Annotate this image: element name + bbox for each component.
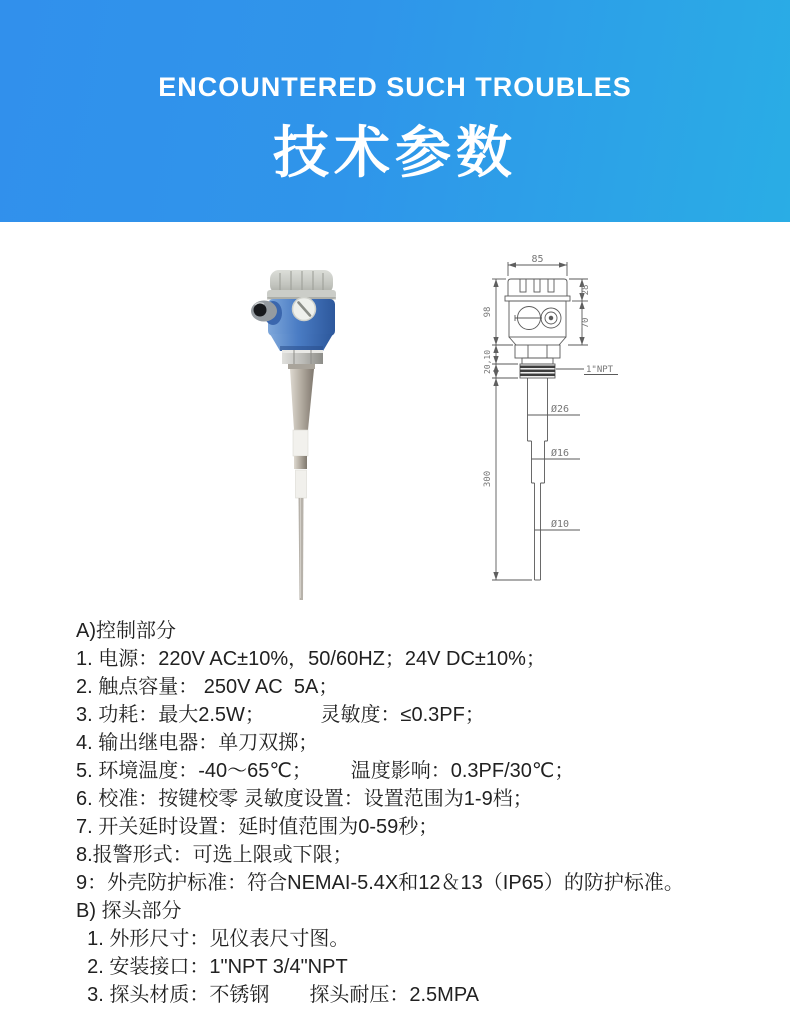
hero-banner [0, 0, 790, 222]
product-photo [243, 258, 363, 603]
spec-line: 6. 校准：按键校零 灵敏度设置：设置范围为1-9档； [76, 788, 533, 810]
spec-line: 2. 触点容量： 250V AC 5A； [76, 676, 339, 698]
dim-body-right: 70 [581, 317, 591, 329]
spec-line: 7. 开关延时设置：延时值范围为0-59秒； [76, 816, 439, 838]
thread-label: 1"NPT [586, 365, 614, 375]
spec-line: 1. 外形尺寸：见仪表尺寸图。 [76, 928, 350, 950]
housing-cap [267, 270, 336, 300]
dia-26-label: Ø26 [551, 404, 570, 415]
spec-line: 2. 安装接口：1"NPT 3/4"NPT [76, 956, 348, 978]
hex-nut [282, 350, 323, 369]
spec-line: 9：外壳防护标准：符合NEMAI-5.4X和12＆13（IP65）的防护标准。 [76, 872, 684, 894]
spec-line: 5. 环境温度：-40～65℃； 温度影响：0.3PF/30℃； [76, 760, 575, 782]
spec-line: A)控制部分 [76, 620, 176, 642]
dim-width-top: 85 [531, 254, 544, 265]
dim-probe-length: 300 [483, 470, 493, 488]
spec-line: 3. 探头材质：不锈钢 探头耐压：2.5MPA [76, 984, 480, 1006]
spec-line: 8.报警形式：可选上限或下限； [76, 844, 353, 866]
spec-line: 4. 输出继电器：单刀双掷； [76, 732, 319, 754]
spec-line: B) 探头部分 [76, 900, 182, 922]
spec-line: 3. 功耗：最大2.5W； 灵敏度：≤0.3PF； [76, 704, 485, 726]
hero-subtitle: ENCOUNTERED SUCH TROUBLES [158, 72, 632, 102]
cable-port [251, 301, 282, 326]
probe [290, 369, 314, 600]
dia-10-label: Ø10 [551, 519, 570, 530]
spec-line: 1. 电源：220V AC±10%，50/60HZ；24V DC±10%； [76, 648, 546, 670]
page-title: 技术参数 [273, 121, 517, 184]
dimension-drawing [480, 252, 680, 612]
adjustment-dial [293, 298, 316, 321]
dia-16-label: Ø16 [551, 448, 570, 459]
figure-row [0, 222, 790, 617]
spec-list [0, 617, 790, 1009]
dim-height-left: 98 [483, 306, 493, 318]
dim-neck-left: 20,10 [483, 349, 492, 375]
dim-cap-right: 28 [581, 284, 591, 296]
